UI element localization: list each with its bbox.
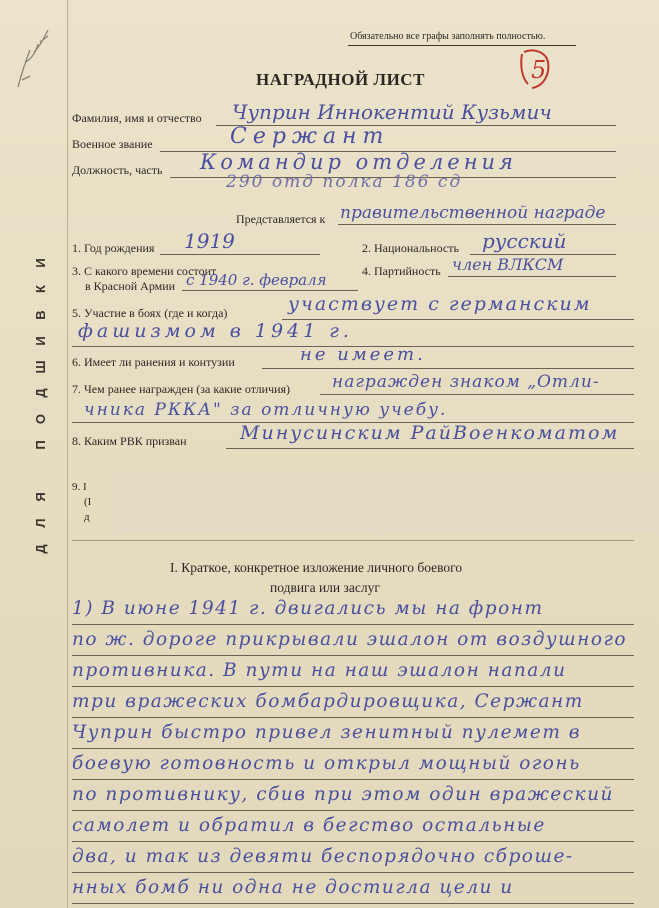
narrative-line: три вражеских бомбардировщика, Сержант bbox=[72, 691, 584, 712]
birth-line bbox=[160, 254, 320, 255]
side-label-letter: И bbox=[33, 336, 48, 346]
rvk-line bbox=[226, 448, 634, 449]
wounds-value: не имеет. bbox=[300, 344, 426, 365]
side-label-letter: П bbox=[33, 440, 48, 450]
side-label-letter: Л bbox=[33, 518, 48, 528]
item9-line bbox=[72, 540, 634, 541]
rank-value: Сержант bbox=[230, 124, 390, 149]
service-label-2: в Красной Армии bbox=[85, 279, 176, 293]
presented-line bbox=[338, 224, 616, 225]
narrative-line: Чуприн быстро привел зенитный пулемет в bbox=[72, 722, 582, 743]
side-label-letter: Я bbox=[33, 492, 48, 502]
narrative-line: по ж. дороге прикрывали эшалон от воздушного bbox=[72, 629, 627, 650]
item9-sub2: д bbox=[84, 511, 90, 523]
name-label: Фамилия, имя и отчество bbox=[72, 111, 202, 125]
side-label-letter: Д bbox=[33, 544, 48, 554]
narrative-line: по противнику, сбив при этом один вражеский bbox=[72, 784, 614, 805]
narrative-rule bbox=[72, 810, 634, 811]
presented-value: правительственной награде bbox=[340, 203, 606, 223]
awards-label: 7. Чем ранее награжден (за какие отличия) bbox=[72, 382, 291, 396]
awards-line-1 bbox=[320, 394, 634, 395]
red-number-mark bbox=[516, 44, 558, 92]
narrative-line: противника. В пути на наш эшалон напали bbox=[72, 660, 567, 681]
side-label-letter: В bbox=[33, 310, 48, 320]
side-label-letter: И bbox=[33, 258, 48, 268]
service-label-1: 3. С какого времени состоит bbox=[72, 264, 217, 278]
side-label-letter: О bbox=[33, 413, 48, 425]
narrative-rule bbox=[72, 624, 634, 625]
narrative-line: 1) В июне 1941 г. двигались мы на фронт bbox=[72, 598, 544, 619]
notice-underline bbox=[348, 45, 576, 46]
narrative-rule bbox=[72, 841, 634, 842]
rvk-value: Минусинским РайВоенкоматом bbox=[240, 422, 620, 444]
narrative-line: два, и так из девяти беспорядочно сброше- bbox=[72, 846, 574, 867]
side-label-letter: К bbox=[33, 285, 48, 293]
fill-all-notice: Обязательно все графы заполнять полностью. bbox=[350, 31, 546, 42]
birth-label: 1. Год рождения bbox=[72, 241, 155, 255]
margin-pencil-note bbox=[8, 22, 58, 92]
service-value: с 1940 г. февраля bbox=[186, 271, 327, 289]
narrative-rule bbox=[72, 655, 634, 656]
narrative-line: нных бомб ни одна не достигла цели и bbox=[72, 877, 514, 898]
rank-label: Военное звание bbox=[72, 137, 153, 151]
wounds-label: 6. Имеет ли ранения и контузии bbox=[72, 355, 235, 369]
rvk-label: 8. Каким РВК призван bbox=[72, 434, 187, 448]
name-value: Чуприн Иннокентий Кузьмич bbox=[232, 100, 552, 124]
section-heading-2: подвига или заслуг bbox=[270, 580, 380, 595]
party-line bbox=[448, 276, 616, 277]
party-label: 4. Партийность bbox=[362, 264, 441, 278]
narrative-rule bbox=[72, 686, 634, 687]
battles-label: 5. Участие в боях (где и когда) bbox=[72, 306, 228, 320]
section-heading-1: I. Краткое, конкретное изложение личного боевого bbox=[170, 560, 463, 575]
awards-value-1: награжден знаком „Отли- bbox=[332, 372, 600, 392]
side-label-letter: Д bbox=[33, 388, 48, 398]
item9-label: 9. I bbox=[72, 481, 87, 493]
nationality-label: 2. Национальность bbox=[362, 241, 459, 255]
birth-value: 1919 bbox=[184, 229, 235, 253]
wounds-line bbox=[262, 368, 634, 369]
party-value: член ВЛКСМ bbox=[452, 255, 564, 274]
service-line bbox=[182, 290, 358, 291]
narrative-rule bbox=[72, 717, 634, 718]
battles-value-1: участвует с германским bbox=[288, 293, 592, 315]
document-title: НАГРАДНОЙ ЛИСТ bbox=[256, 70, 425, 89]
narrative-rule bbox=[72, 903, 634, 904]
nationality-value: русский bbox=[482, 229, 567, 253]
awards-value-2: чника РККА" за отличную учебу. bbox=[84, 400, 448, 420]
presented-label: Представляется к bbox=[236, 212, 326, 226]
narrative-rule bbox=[72, 872, 634, 873]
battles-value-2: фашизмом в 1941 г. bbox=[78, 320, 353, 342]
item9-sub: (I bbox=[84, 496, 92, 508]
position-value: Командир отделения bbox=[200, 150, 517, 174]
unit-value: 290 отд полка 186 сд bbox=[226, 172, 463, 192]
narrative-line: самолет и обратил в бегство остальные bbox=[72, 815, 546, 836]
stamp-number: 5 bbox=[531, 56, 547, 84]
margin-line bbox=[67, 0, 68, 908]
narrative-line: боевую готовность и открыл мощный огонь bbox=[72, 753, 581, 774]
narrative-rule bbox=[72, 748, 634, 749]
side-label-for-signatures bbox=[24, 250, 58, 670]
position-label: Должность, часть bbox=[72, 163, 163, 177]
narrative-rule bbox=[72, 779, 634, 780]
obscured-region bbox=[112, 470, 659, 532]
side-label-letter: Ш bbox=[33, 360, 48, 374]
